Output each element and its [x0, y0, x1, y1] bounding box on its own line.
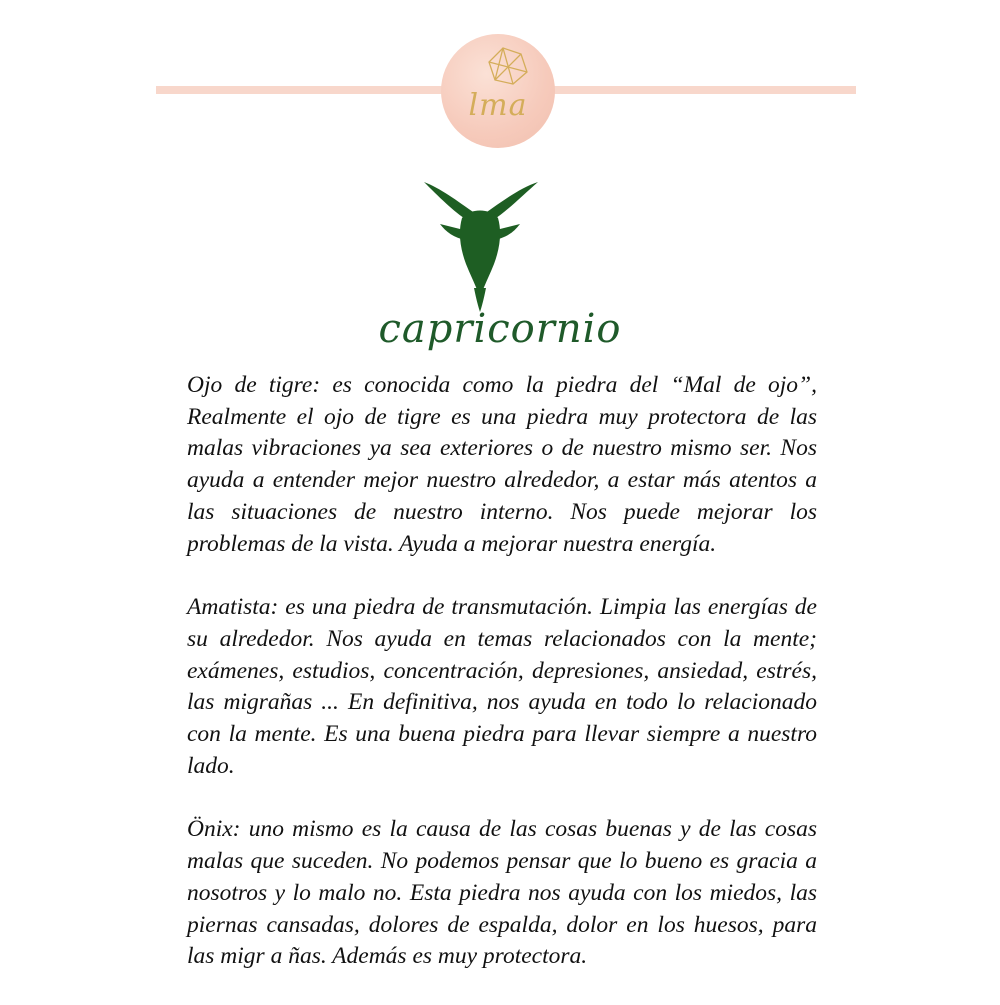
paragraph-ojo-de-tigre: Ojo de tigre: es conocida como la piedra del “Mal de ojo”, Realmente el ojo de tigre es una piedra muy protectora de las malas vibraciones ya sea exteriores o de nuestro mismo ser. Nos ayuda a entender mejor nuestro alrededor, a estar más atentos a las situaciones de nuestro interno. Nos puede mejorar los problemas de la vista. Ayuda a mejorar nuestra energía.: [187, 372, 817, 557]
logo-text: lma: [468, 88, 528, 123]
paragraph-onix: Önix: uno mismo es la causa de las cosas buenas y de las cosas malas que suceden. No podemos pensar que lo bueno es gracia a nosotros y lo malo no. Esta piedra nos ayuda con los miedos, las piernas cansadas, dolores de espalda, dolor en los huesos, para las migr a ñas. Además es muy protectora.: [187, 816, 817, 970]
capricorn-goat-head-icon: [420, 176, 540, 312]
sign-title: capricornio: [378, 306, 622, 352]
brand-logo: [441, 34, 555, 148]
paragraph-amatista: Amatista: es una piedra de transmutación. Limpia las energías de su alrededor. Nos ayuda en temas relacionados con la mente; exámenes, estudios, concentración, depresiones, ansiedad, estrés, las migrañas ... En definitiva, nos ayuda en todo lo relacionado con la mente. Es una buena piedra para llevar siempre a nuestro lado.: [187, 594, 817, 779]
content-body: [187, 370, 817, 1005]
